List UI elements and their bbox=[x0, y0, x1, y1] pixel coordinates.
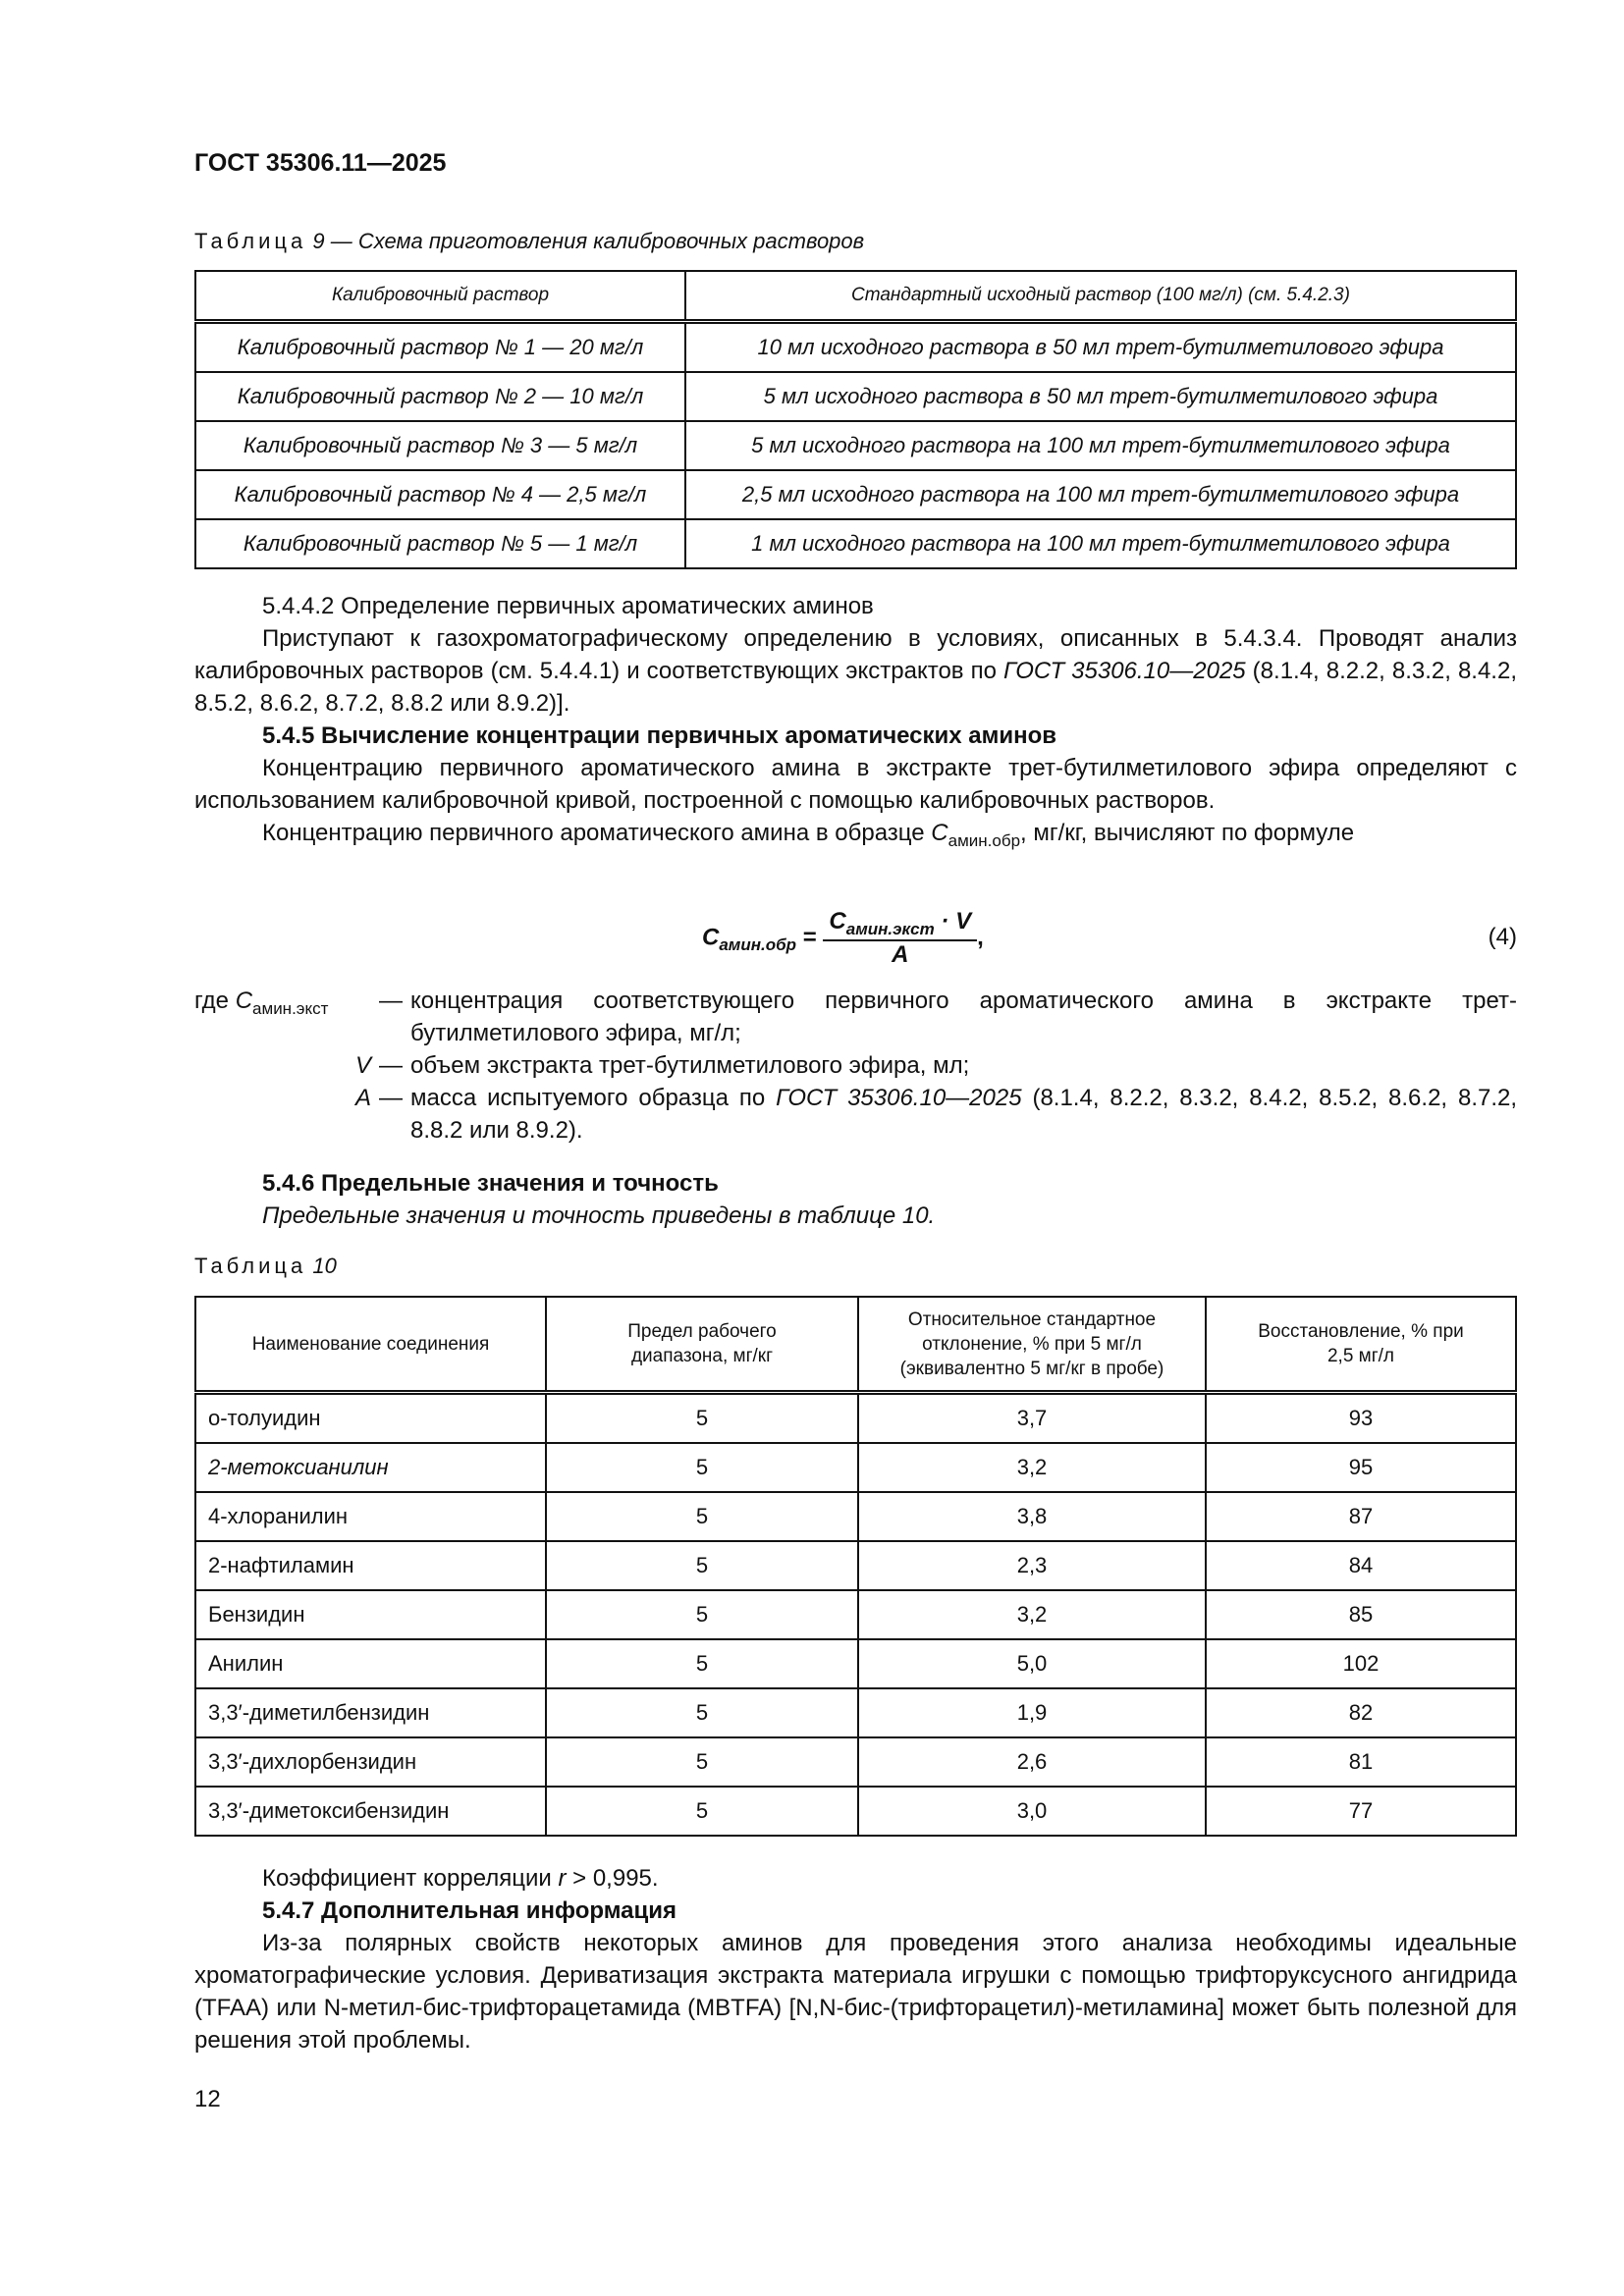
table-row bbox=[195, 519, 1516, 568]
where-text: объем экстракта трет-бутилметилового эфира, мл; bbox=[410, 1052, 970, 1079]
table-cell: 3,3′-диметилбензидин bbox=[195, 1688, 546, 1737]
section-5-4-6 bbox=[194, 1167, 1517, 1232]
text: где bbox=[194, 988, 236, 1014]
reference-link: ГОСТ 35306.10—2025 bbox=[776, 1085, 1022, 1111]
table-row bbox=[195, 1393, 1516, 1444]
table-cell: 5 bbox=[546, 1541, 858, 1590]
table10 bbox=[194, 1296, 1517, 1837]
table-cell: 85 bbox=[1206, 1590, 1516, 1639]
table-cell: 5 bbox=[546, 1393, 858, 1444]
correlation-text bbox=[194, 1862, 1517, 1895]
table-cell: 2,5 мл исходного раствора на 100 мл трет-бутилметилового эфира bbox=[685, 470, 1516, 519]
symbol: r bbox=[558, 1865, 567, 1892]
section-5-4-7 bbox=[194, 1862, 1517, 2056]
text: масса испытуемого образца по bbox=[410, 1085, 777, 1111]
table-cell: 77 bbox=[1206, 1787, 1516, 1836]
table9-caption bbox=[194, 229, 864, 254]
symbol: C bbox=[235, 988, 253, 1014]
section-title: 5.4.4.2 Определение первичных ароматических аминов bbox=[262, 593, 874, 619]
table-cell: Калибровочный раствор № 2 — 10 мг/л bbox=[195, 372, 685, 421]
table-header-row bbox=[195, 1297, 1516, 1393]
column-header: Восстановление, % при 2,5 мг/л bbox=[1206, 1297, 1516, 1393]
table-cell: 5 bbox=[546, 1492, 858, 1541]
table-row bbox=[195, 1492, 1516, 1541]
table-cell: Калибровочный раствор № 4 — 2,5 мг/л bbox=[195, 470, 685, 519]
where-text: концентрация соответствующего первичного ароматического амина в экстракте трет-бутилметилового эфира, мг/л; bbox=[410, 988, 1517, 1046]
table-cell: 2-нафтиламин bbox=[195, 1541, 546, 1590]
table-row bbox=[195, 421, 1516, 470]
subscript: амин.экст bbox=[252, 998, 329, 1018]
table-row bbox=[195, 322, 1516, 373]
paragraph: Концентрацию первичного ароматического амина в экстракте трет-бутилметилового эфира определяют с использованием калибровочной кривой, построенной с помощью калибровочных растворов. bbox=[194, 755, 1517, 814]
section-title: 5.4.6 Предельные значения и точность bbox=[262, 1170, 719, 1197]
fraction bbox=[823, 908, 977, 969]
text: (8.1.4, 8.2.2, 8.3.2, 8.4.2, 8.5.2, 8.6.2, 8.7.2, 8.8.2 или 8.9.2). bbox=[410, 1085, 1518, 1144]
paragraph: Предельные значения и точность приведены в таблице 10. bbox=[262, 1202, 936, 1229]
table-cell: 5 bbox=[546, 1737, 858, 1787]
section-title: 5.4.7 Дополнительная информация bbox=[262, 1897, 677, 1924]
table-cell: 4-хлоранилин bbox=[195, 1492, 546, 1541]
table-cell: Калибровочный раствор № 1 — 20 мг/л bbox=[195, 322, 685, 373]
dash: — bbox=[379, 1052, 403, 1079]
table-cell: 95 bbox=[1206, 1443, 1516, 1492]
formula-expression: $C_{амин.обр}$ = $\frac{C_{амин.экст} \cdot V}{A}$ , bbox=[702, 908, 984, 968]
column-header: Калибровочный раствор bbox=[195, 271, 685, 322]
symbol: C bbox=[931, 820, 948, 846]
where-item bbox=[194, 1049, 1517, 1082]
table-row bbox=[195, 1737, 1516, 1787]
numerator-tail: · V bbox=[934, 908, 972, 934]
table-row bbox=[195, 1541, 1516, 1590]
table-row bbox=[195, 372, 1516, 421]
table-cell: 3,0 bbox=[858, 1787, 1206, 1836]
subscript: амин.обр bbox=[947, 830, 1021, 850]
table-cell: Анилин bbox=[195, 1639, 546, 1688]
section-5-4-4-2 bbox=[194, 590, 1517, 857]
where-item bbox=[194, 1082, 1517, 1147]
table-cell: 5 bbox=[546, 1443, 858, 1492]
subscript: амин.обр bbox=[719, 935, 797, 955]
table-cell: о-толуидин bbox=[195, 1393, 546, 1444]
formula-lhs: C bbox=[702, 924, 720, 951]
table-cell: 5 bbox=[546, 1688, 858, 1737]
table-row bbox=[195, 1787, 1516, 1836]
table9 bbox=[194, 270, 1517, 569]
denominator: A bbox=[892, 940, 909, 968]
table-cell: 5 мл исходного раствора в 50 мл трет-бутилметилового эфира bbox=[685, 372, 1516, 421]
caption-number: 10 bbox=[312, 1254, 337, 1278]
table-cell: 10 мл исходного раствора в 50 мл трет-бутилметилового эфира bbox=[685, 322, 1516, 373]
formula-number: (4) bbox=[1488, 924, 1517, 950]
text: Концентрацию первичного ароматического амина в образце bbox=[262, 820, 932, 846]
table-cell: 93 bbox=[1206, 1393, 1516, 1444]
dash: — bbox=[379, 1085, 403, 1111]
table-cell: 3,2 bbox=[858, 1443, 1206, 1492]
text: > 0,995. bbox=[566, 1865, 659, 1892]
paragraph bbox=[194, 622, 1517, 720]
table-cell: 2-метоксианилин bbox=[195, 1443, 546, 1492]
dash: — bbox=[379, 988, 403, 1014]
table-cell: 84 bbox=[1206, 1541, 1516, 1590]
where-text bbox=[410, 1082, 1517, 1147]
table-cell: 5 bbox=[546, 1787, 858, 1836]
table-cell: 1 мл исходного раствора на 100 мл трет-бутилметилового эфира bbox=[685, 519, 1516, 568]
table-cell: 5 bbox=[546, 1639, 858, 1688]
section-title: 5.4.5 Вычисление концентрации первичных ароматических аминов bbox=[262, 722, 1057, 749]
document-header: ГОСТ 35306.11—2025 bbox=[194, 149, 447, 177]
table-cell: 3,3′-дихлорбензидин bbox=[195, 1737, 546, 1787]
table-cell: 3,7 bbox=[858, 1393, 1206, 1444]
table10-caption bbox=[194, 1254, 337, 1279]
table-cell: 102 bbox=[1206, 1639, 1516, 1688]
numerator: C bbox=[829, 908, 846, 934]
table-cell: 82 bbox=[1206, 1688, 1516, 1737]
table-row bbox=[195, 1443, 1516, 1492]
table-cell: Калибровочный раствор № 3 — 5 мг/л bbox=[195, 421, 685, 470]
table-cell: 3,8 bbox=[858, 1492, 1206, 1541]
paragraph: Из-за полярных свойств некоторых аминов для проведения этого анализа необходимы идеальные хроматографические условия. Дериватизация экстракта материала игрушки с помощью трифторуксусного ангидрида (TFAA) или N-метил-бис-трифторацетамида (MBTFA) [N,N-бис-(трифторацетил)-метиламина] может быть полезной для решения этой проблемы. bbox=[194, 1930, 1517, 2054]
table-cell: 81 bbox=[1206, 1737, 1516, 1787]
table-cell: 3,2 bbox=[858, 1590, 1206, 1639]
text: (8.1.4, 8.2.2, 8.3.2, 8.4.2, 8.5.2, 8.6.2, 8.7.2, 8.8.2 или 8.9.2)]. bbox=[194, 658, 1517, 717]
page-number: 12 bbox=[194, 2086, 221, 2112]
table-header-row bbox=[195, 271, 1516, 322]
table-row bbox=[195, 470, 1516, 519]
formula-4 bbox=[0, 908, 1517, 977]
table-cell: 2,6 bbox=[858, 1737, 1206, 1787]
table-cell: Калибровочный раствор № 5 — 1 мг/л bbox=[195, 519, 685, 568]
table-row bbox=[195, 1639, 1516, 1688]
column-header: Относительное стандартное отклонение, % при 5 мг/л (эквивалентно 5 мг/кг в пробе) bbox=[858, 1297, 1206, 1393]
column-header: Предел рабочего диапазона, мг/кг bbox=[546, 1297, 858, 1393]
table-row bbox=[195, 1688, 1516, 1737]
text: Коэффициент корреляции bbox=[262, 1865, 559, 1892]
subscript: амин.экст bbox=[845, 919, 935, 938]
text: , мг/кг, вычисляют по формуле bbox=[1020, 820, 1355, 846]
table-cell: 3,3′-диметоксибензидин bbox=[195, 1787, 546, 1836]
table-cell: 1,9 bbox=[858, 1688, 1206, 1737]
where-item bbox=[194, 985, 1517, 1049]
column-header: Стандартный исходный раствор (100 мг/л) (см. 5.4.2.3) bbox=[685, 271, 1516, 322]
table-cell: 2,3 bbox=[858, 1541, 1206, 1590]
caption-word: Таблица bbox=[194, 229, 307, 253]
paragraph bbox=[194, 817, 1517, 857]
caption-word: Таблица bbox=[194, 1254, 307, 1278]
caption-text: 9 — Схема приготовления калибровочных растворов bbox=[312, 229, 865, 253]
table-cell: 5 мл исходного раствора на 100 мл трет-бутилметилового эфира bbox=[685, 421, 1516, 470]
table-row bbox=[195, 1590, 1516, 1639]
table-cell: 87 bbox=[1206, 1492, 1516, 1541]
table-cell: 5 bbox=[546, 1590, 858, 1639]
column-header: Наименование соединения bbox=[195, 1297, 546, 1393]
where-key: V bbox=[354, 1052, 371, 1079]
where-key: A bbox=[354, 1085, 371, 1111]
where-list bbox=[194, 985, 1517, 1147]
table-cell: Бензидин bbox=[195, 1590, 546, 1639]
reference-link: ГОСТ 35306.10—2025 bbox=[1002, 658, 1246, 684]
where-key bbox=[194, 985, 371, 1049]
table-cell: 5,0 bbox=[858, 1639, 1206, 1688]
text: Приступают к газохроматографическому определению в условиях, описанных в 5.4.3.4. Проводят анализ калибровочных растворов (см. 5.4.4.1) и соответствующих экстрактов по bbox=[194, 625, 1517, 684]
